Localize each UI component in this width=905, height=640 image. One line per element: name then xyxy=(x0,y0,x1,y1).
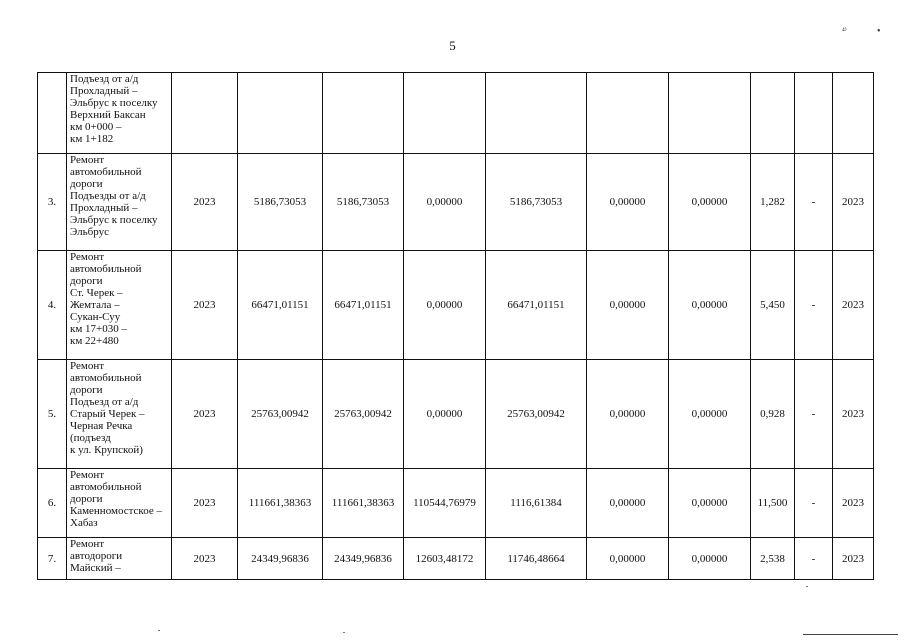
value-cell: 2023 xyxy=(172,360,238,469)
value-cell: 0,00000 xyxy=(669,360,751,469)
object-name-cell: Ремонт автомобильной дороги Каменномостское – Хабаз xyxy=(67,469,172,538)
value-cell: - xyxy=(795,538,833,580)
row-number-cell xyxy=(38,73,67,154)
road-repair-table xyxy=(37,72,874,580)
value-cell: 0,00000 xyxy=(404,251,486,360)
value-cell: 2023 xyxy=(172,251,238,360)
value-cell xyxy=(833,73,874,154)
value-cell: 0,00000 xyxy=(404,360,486,469)
value-cell: 0,00000 xyxy=(669,469,751,538)
row-number-cell: 6. xyxy=(38,469,67,538)
value-cell: 5186,73053 xyxy=(238,154,323,251)
value-cell: 11,500 xyxy=(751,469,795,538)
value-cell: 5186,73053 xyxy=(323,154,404,251)
value-cell: 2023 xyxy=(833,360,874,469)
value-cell: 0,00000 xyxy=(587,538,669,580)
value-cell: 5,450 xyxy=(751,251,795,360)
value-cell: - xyxy=(795,251,833,360)
value-cell: 2,538 xyxy=(751,538,795,580)
value-cell: 0,00000 xyxy=(404,154,486,251)
row-number-cell: 4. xyxy=(38,251,67,360)
object-name-cell: Подъезд от а/д Прохладный – Эльбрус к поселку Верхний Баксан км 0+000 – км 1+182 xyxy=(67,73,172,154)
table-row xyxy=(38,538,874,580)
value-cell xyxy=(172,73,238,154)
value-cell: 0,00000 xyxy=(587,154,669,251)
table-row xyxy=(38,73,874,154)
value-cell xyxy=(587,73,669,154)
page-number: 5 xyxy=(449,38,456,53)
object-name-cell: Ремонт автомобильной дороги Ст. Черек – Жемтала – Сукан-Суу км 17+030 – км 22+480 xyxy=(67,251,172,360)
value-cell xyxy=(323,73,404,154)
value-cell: 25763,00942 xyxy=(486,360,587,469)
value-cell xyxy=(795,73,833,154)
value-cell: 2023 xyxy=(172,154,238,251)
value-cell: 11746,48664 xyxy=(486,538,587,580)
scan-mark: • xyxy=(877,26,881,37)
scan-speck xyxy=(806,586,808,587)
row-number-cell: 5. xyxy=(38,360,67,469)
value-cell: 0,00000 xyxy=(669,154,751,251)
value-cell: 110544,76979 xyxy=(404,469,486,538)
value-cell xyxy=(404,73,486,154)
object-name-cell: Ремонт автомобильной дороги Подъезд от а/д Старый Черек – Черная Речка (подъезд к ул. Крупской) xyxy=(67,360,172,469)
value-cell: 111661,38363 xyxy=(238,469,323,538)
value-cell: 25763,00942 xyxy=(323,360,404,469)
value-cell: 5186,73053 xyxy=(486,154,587,251)
value-cell: 2023 xyxy=(833,469,874,538)
scan-mark: ⁴⁾ xyxy=(842,26,847,35)
value-cell xyxy=(751,73,795,154)
scan-speck xyxy=(158,630,160,631)
value-cell: 12603,48172 xyxy=(404,538,486,580)
value-cell xyxy=(669,73,751,154)
value-cell: - xyxy=(795,469,833,538)
table-row xyxy=(38,154,874,251)
value-cell: 2023 xyxy=(833,538,874,580)
value-cell: 0,00000 xyxy=(669,538,751,580)
value-cell: 111661,38363 xyxy=(323,469,404,538)
value-cell: 0,00000 xyxy=(669,251,751,360)
value-cell: 1116,61384 xyxy=(486,469,587,538)
value-cell: 0,00000 xyxy=(587,469,669,538)
signature-line xyxy=(803,634,898,635)
value-cell: 0,00000 xyxy=(587,251,669,360)
value-cell: 2023 xyxy=(172,469,238,538)
object-name-cell: Ремонт автодороги Майский – xyxy=(67,538,172,580)
value-cell: 2023 xyxy=(833,251,874,360)
scan-speck xyxy=(343,632,345,633)
value-cell: 1,282 xyxy=(751,154,795,251)
table-row xyxy=(38,469,874,538)
value-cell: 0,928 xyxy=(751,360,795,469)
value-cell: 2023 xyxy=(833,154,874,251)
value-cell: 66471,01151 xyxy=(323,251,404,360)
object-name-cell: Ремонт автомобильной дороги Подъезды от а/д Прохладный – Эльбрус к поселку Эльбрус xyxy=(67,154,172,251)
value-cell xyxy=(238,73,323,154)
value-cell: 66471,01151 xyxy=(486,251,587,360)
value-cell: 24349,96836 xyxy=(238,538,323,580)
value-cell: 24349,96836 xyxy=(323,538,404,580)
table-row xyxy=(38,251,874,360)
row-number-cell: 7. xyxy=(38,538,67,580)
value-cell: 25763,00942 xyxy=(238,360,323,469)
value-cell: - xyxy=(795,360,833,469)
value-cell xyxy=(486,73,587,154)
value-cell: - xyxy=(795,154,833,251)
value-cell: 66471,01151 xyxy=(238,251,323,360)
value-cell: 2023 xyxy=(172,538,238,580)
table-row xyxy=(38,360,874,469)
value-cell: 0,00000 xyxy=(587,360,669,469)
row-number-cell: 3. xyxy=(38,154,67,251)
